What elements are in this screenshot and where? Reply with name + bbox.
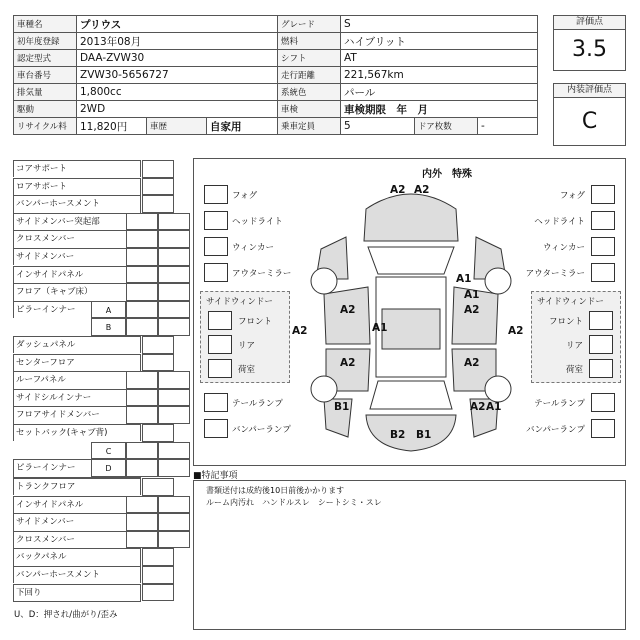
interior-grade-box — [553, 83, 626, 146]
info-label: 車歴 — [147, 118, 207, 135]
frame-item: 下回り — [13, 584, 141, 601]
frame-item: インサイドパネル — [13, 496, 141, 513]
left-lamp-label: フォグ — [232, 191, 258, 201]
right-check-box[interactable] — [158, 496, 190, 514]
right-check-box[interactable] — [158, 266, 190, 284]
damage-code: A2 — [340, 357, 356, 369]
frame-item: フロア（キャブ床） — [13, 283, 141, 300]
damage-code: A1 — [456, 273, 472, 285]
damage-code: B2 — [390, 429, 406, 441]
info-value: 221,567km — [341, 67, 538, 84]
frame-item: クロスメンバー — [13, 531, 141, 548]
right-side-window-title: サイドウィンドー — [537, 297, 604, 307]
grade-label: 評価点 — [554, 16, 625, 30]
info-value: ZVW30-5656727 — [77, 67, 278, 84]
right-side-window-label: リア — [565, 341, 583, 351]
right-side-window-check[interactable] — [589, 335, 613, 354]
right-check-box[interactable] — [158, 371, 190, 389]
frame-item: トランクフロア — [13, 478, 141, 495]
info-value: 2013年08月 — [77, 33, 278, 50]
info-value: パール — [341, 84, 538, 101]
info-label: 乗車定員 — [278, 118, 341, 135]
right-check-box[interactable] — [158, 531, 190, 549]
pillar-c-left-box[interactable] — [126, 442, 158, 460]
left-lamp-label: ウィンカー — [232, 243, 274, 253]
frame-item: ルーフパネル — [13, 371, 141, 388]
left-check-box[interactable] — [126, 371, 158, 389]
damage-code: A2 — [390, 184, 406, 196]
left-side-window-label: リア — [238, 341, 256, 351]
left-rear-lamp-label: バンパーランプ — [232, 425, 291, 435]
pillar-b-right-box[interactable] — [158, 318, 190, 336]
damage-code: A2 — [292, 325, 308, 337]
car-diagram — [286, 179, 536, 459]
left-check-box[interactable] — [126, 230, 158, 248]
damage-code: A2 — [464, 357, 480, 369]
left-lamp-check[interactable] — [204, 263, 228, 282]
check-box[interactable] — [142, 195, 174, 213]
check-box[interactable] — [142, 548, 174, 566]
right-check-box[interactable] — [158, 406, 190, 424]
frame-item: サイドメンバー突起部 — [13, 213, 141, 230]
pillar-c-right-box[interactable] — [158, 442, 190, 460]
info-value: 1,800cc — [77, 84, 278, 101]
right-side-window-label: 荷室 — [565, 365, 583, 375]
info-label: 車検 — [278, 101, 341, 118]
left-front-wheel — [311, 268, 337, 294]
check-box[interactable] — [142, 424, 174, 442]
info-value: S — [341, 16, 538, 33]
left-lamp-check[interactable] — [204, 237, 228, 256]
left-lamp-label: アウターミラー — [232, 269, 292, 279]
frame-item: サイドメンバー — [13, 248, 141, 265]
remarks-line-1: 書類送付は成約後10日前後かかります — [206, 486, 345, 495]
info-label: ドア枚数 — [415, 118, 478, 135]
right-check-box[interactable] — [158, 213, 190, 231]
frame-item: ピラーインナー — [13, 301, 141, 318]
pillar-a-right-box[interactable] — [158, 301, 190, 319]
info-value: ハイブリット — [341, 33, 538, 50]
frame-item: インサイドパネル — [13, 266, 141, 283]
left-lamp-label: ヘッドライト — [232, 217, 283, 227]
frame-item: サイドシルインナー — [13, 389, 141, 406]
remarks-title: ■特記事項 — [193, 471, 238, 481]
left-rear-wheel — [311, 376, 337, 402]
info-value: 2WD — [77, 101, 278, 118]
legend-note: U、D：押され/曲がり/歪み — [14, 610, 118, 620]
left-lamp-check[interactable] — [204, 211, 228, 230]
info-value: 5 — [341, 118, 415, 135]
right-rear-wheel — [485, 376, 511, 402]
left-rear-lamp-label: テールランプ — [232, 399, 283, 409]
info-label: リサイクル料 — [14, 118, 77, 135]
right-side-window-label: フロント — [548, 317, 583, 327]
right-lamp-label: ウィンカー — [543, 243, 585, 253]
diagram-title: 内外 特殊 — [422, 169, 472, 180]
frame-list-bottom-border — [13, 601, 141, 602]
left-side-window-title: サイドウィンドー — [206, 297, 273, 307]
damage-code: A2 — [508, 325, 524, 337]
left-check-box[interactable] — [126, 389, 158, 407]
interior-grade-label: 内装評価点 — [554, 84, 625, 98]
right-lamp-check[interactable] — [591, 263, 615, 282]
frame-item: バンパーホースメント — [13, 195, 141, 212]
right-lamp-check[interactable] — [591, 185, 615, 204]
damage-code: B1 — [416, 429, 432, 441]
info-label: 燃料 — [278, 33, 341, 50]
vehicle-info-table — [13, 15, 538, 135]
info-label: 排気量 — [14, 84, 77, 101]
left-side-window-label: 荷室 — [238, 365, 256, 375]
right-lamp-label: フォグ — [559, 191, 585, 201]
right-check-box[interactable] — [158, 513, 190, 531]
damage-code: A1 — [372, 322, 388, 334]
right-rear-lamp-label: テールランプ — [534, 399, 585, 409]
info-label: 系統色 — [278, 84, 341, 101]
frame-item: ロアサポート — [13, 178, 141, 195]
right-check-box[interactable] — [158, 283, 190, 301]
pillar-a-left-box[interactable] — [126, 301, 158, 319]
front-windshield — [368, 247, 454, 274]
left-rear-lamp-check[interactable] — [204, 419, 228, 438]
right-front-wheel — [485, 268, 511, 294]
left-check-box[interactable] — [126, 213, 158, 231]
info-label: 初年度登録 — [14, 33, 77, 50]
check-box[interactable] — [142, 336, 174, 354]
right-check-box[interactable] — [158, 248, 190, 266]
right-check-box[interactable] — [158, 389, 190, 407]
hood-panel — [364, 194, 458, 241]
info-value: AT — [341, 50, 538, 67]
pillar-d-right-box[interactable] — [158, 459, 190, 477]
pillar-b-label: B — [91, 318, 126, 336]
check-box[interactable] — [142, 478, 174, 496]
interior-grade-value: C — [581, 109, 598, 134]
check-box[interactable] — [142, 354, 174, 372]
pillar-d-label: D — [91, 459, 126, 477]
right-side-window-check[interactable] — [589, 359, 613, 378]
frame-item: ダッシュパネル — [13, 336, 141, 353]
left-side-window-check[interactable] — [208, 335, 232, 354]
frame-item: セットバック(キャブ背) — [13, 424, 141, 441]
check-box[interactable] — [142, 160, 174, 178]
check-box[interactable] — [142, 566, 174, 584]
right-rear-lamp-check[interactable] — [591, 393, 615, 412]
right-lamp-check[interactable] — [591, 211, 615, 230]
info-label: 認定型式 — [14, 50, 77, 67]
frame-item: クロスメンバー — [13, 230, 141, 247]
left-side-window-check[interactable] — [208, 359, 232, 378]
frame-item: サイドメンバー — [13, 513, 141, 530]
grade-value: 3.5 — [572, 37, 607, 62]
frame-item: バンパーホースメント — [13, 566, 141, 583]
damage-code: B1 — [334, 401, 350, 413]
check-box[interactable] — [142, 584, 174, 602]
grade-box — [553, 15, 626, 71]
left-check-box[interactable] — [126, 406, 158, 424]
roof-inner — [382, 309, 440, 349]
trunk-panel — [366, 415, 456, 451]
damage-code: A1 — [486, 401, 502, 413]
damage-code: A1 — [464, 289, 480, 301]
frame-item: コアサポート — [13, 160, 141, 177]
left-check-box[interactable] — [126, 531, 158, 549]
damage-code: A2 — [414, 184, 430, 196]
info-value: プリウス — [77, 16, 278, 33]
remarks-box — [193, 471, 626, 630]
right-lamp-check[interactable] — [591, 237, 615, 256]
check-box[interactable] — [142, 178, 174, 196]
info-label: 走行距離 — [278, 67, 341, 84]
left-rear-lamp-check[interactable] — [204, 393, 228, 412]
frame-item: ピラーインナー — [13, 459, 141, 476]
remarks-line-2: ルーム内汚れ ハンドルスレ シートシミ・スレ — [206, 498, 382, 507]
info-value: 自家用 — [207, 118, 278, 135]
info-label: 駆動 — [14, 101, 77, 118]
info-value: - — [478, 118, 538, 135]
damage-diagram — [193, 158, 626, 466]
left-side-window-check[interactable] — [208, 311, 232, 330]
left-check-box[interactable] — [126, 283, 158, 301]
right-lamp-label: アウターミラー — [525, 269, 585, 279]
left-check-box[interactable] — [126, 248, 158, 266]
pillar-c-label: C — [91, 442, 126, 460]
frame-item: バックパネル — [13, 548, 141, 565]
frame-item: フロアサイドメンバー — [13, 406, 141, 423]
rear-window — [370, 381, 452, 409]
info-label: 車種名 — [14, 16, 77, 33]
frame-item: センターフロア — [13, 354, 141, 371]
info-label: シフト — [278, 50, 341, 67]
right-lamp-label: ヘッドライト — [534, 217, 585, 227]
info-value: DAA-ZVW30 — [77, 50, 278, 67]
damage-code: A2 — [340, 304, 356, 316]
left-lamp-check[interactable] — [204, 185, 228, 204]
damage-code: A2 — [470, 401, 486, 413]
right-rear-lamp-check[interactable] — [591, 419, 615, 438]
info-label: グレード — [278, 16, 341, 33]
left-check-box[interactable] — [126, 266, 158, 284]
right-rear-lamp-label: バンパーランプ — [526, 425, 585, 435]
pillar-d-left-box[interactable] — [126, 459, 158, 477]
info-value: 11,820円 — [77, 118, 147, 135]
damage-code: A2 — [464, 304, 480, 316]
info-value: 車検期限 年 月 — [341, 101, 538, 118]
right-check-box[interactable] — [158, 230, 190, 248]
pillar-b-left-box[interactable] — [126, 318, 158, 336]
left-check-box[interactable] — [126, 513, 158, 531]
left-side-window-label: フロント — [238, 317, 273, 327]
left-check-box[interactable] — [126, 496, 158, 514]
info-label: 車台番号 — [14, 67, 77, 84]
pillar-a-label: A — [91, 301, 126, 319]
right-side-window-check[interactable] — [589, 311, 613, 330]
